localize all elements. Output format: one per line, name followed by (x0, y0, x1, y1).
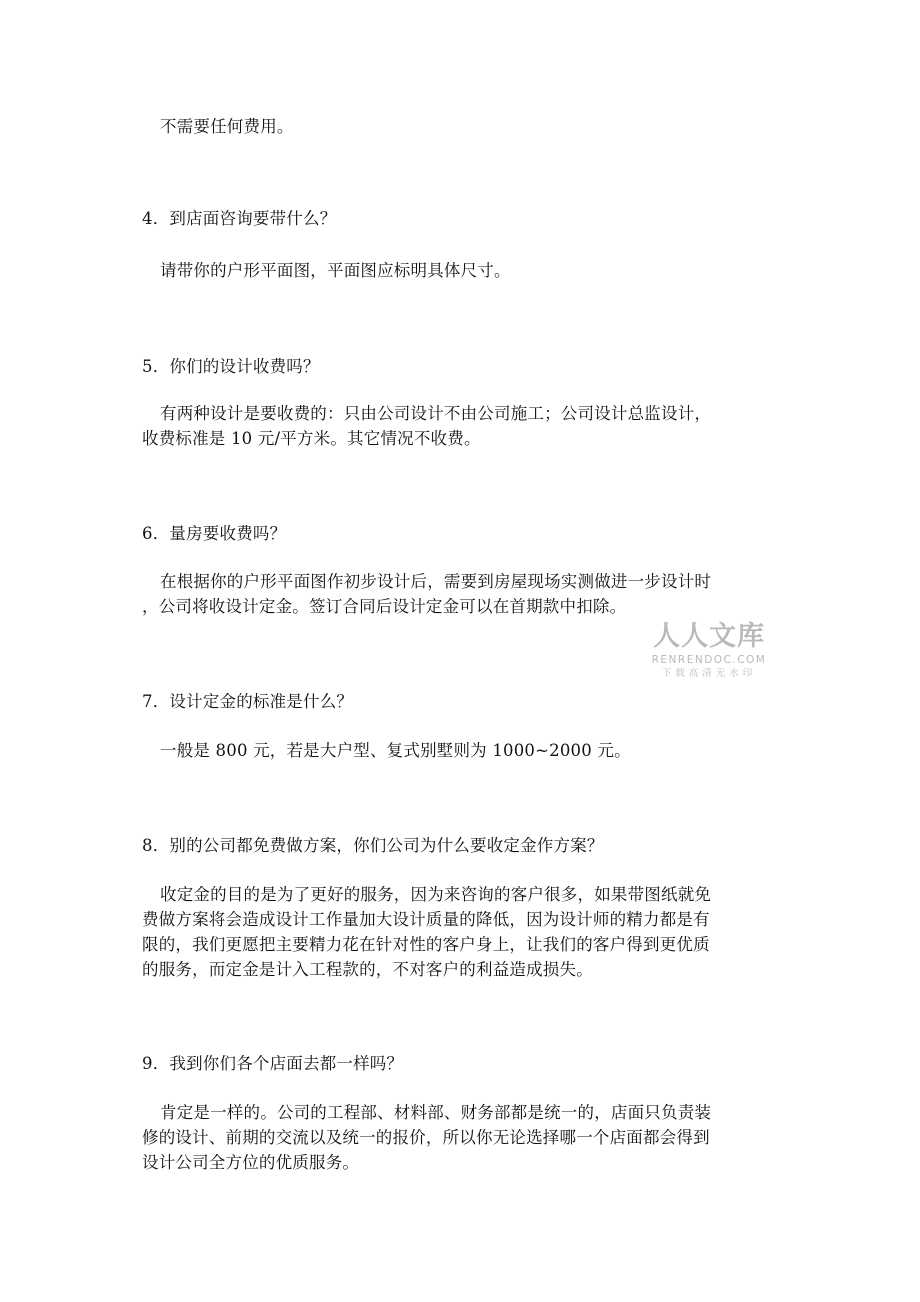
watermark-slogan: 下载高清无水印 (661, 668, 757, 679)
question-number: 9． (142, 1054, 170, 1073)
faq-question-5 (142, 356, 320, 378)
faq-question-7 (142, 691, 353, 713)
faq-answer-8-line-1: 收定金的目的是为了更好的服务，因为来咨询的客户很多，如果带图纸就免 (160, 885, 712, 904)
question-number: 7． (142, 692, 170, 711)
question-number: 4． (142, 209, 170, 228)
watermark-title: 人人文库 (653, 621, 765, 652)
renrendoc-watermark (646, 621, 772, 685)
question-number: 8． (142, 836, 170, 855)
faq-answer-8-line-2: 费做方案将会造成设计工作量加大设计质量的降低，因为设计师的精力都是有 (142, 910, 710, 929)
faq-answer-5-line-1: 有两种设计是要收费的：只由公司设计不由公司施工；公司设计总监设计， (160, 404, 712, 423)
faq-answer-5-line-2: 收费标准是 10 元/平方米。其它情况不收费。 (142, 429, 481, 448)
faq-answer-4-line-1: 请带你的户形平面图，平面图应标明具体尺寸。 (160, 261, 511, 280)
question-text: 量房要收费吗？ (169, 524, 287, 543)
faq-question-4 (142, 208, 336, 230)
question-text: 设计定金的标准是什么？ (169, 692, 354, 711)
question-text: 我到你们各个店面去都一样吗？ (169, 1054, 404, 1073)
faq-answer-6-line-1: 在根据你的户形平面图作初步设计后，需要到房屋现场实测做进一步设计时 (160, 572, 712, 591)
question-text: 你们的设计收费吗？ (169, 357, 320, 376)
faq-answer-9-line-2: 修的设计、前期的交流以及统一的报价，所以你无论选择哪一个店面都会得到 (142, 1128, 710, 1147)
question-text: 到店面咨询要带什么？ (169, 209, 337, 228)
intro-answer: 不需要任何费用。 (160, 117, 294, 136)
faq-answer-9-line-3: 设计公司全方位的优质服务。 (142, 1153, 360, 1172)
question-number: 6． (142, 524, 170, 543)
question-text: 别的公司都免费做方案，你们公司为什么要收定金作方案？ (169, 836, 604, 855)
faq-question-9 (142, 1053, 403, 1075)
watermark-site: RENRENDOC.COM (651, 654, 767, 666)
faq-question-6 (142, 523, 286, 545)
faq-answer-6-line-2: ，公司将收设计定金。签订合同后设计定金可以在首期款中扣除。 (142, 597, 627, 616)
question-number: 5． (142, 357, 170, 376)
faq-answer-8-line-3: 限的，我们更愿把主要精力花在针对性的客户身上，让我们的客户得到更优质 (142, 935, 710, 954)
faq-answer-7-line-1: 一般是 800 元，若是大户型、复式别墅则为 1000~2000 元。 (160, 741, 631, 760)
faq-answer-9-line-1: 肯定是一样的。公司的工程部、材料部、财务部都是统一的，店面只负责装 (160, 1103, 712, 1122)
faq-question-8 (142, 835, 604, 857)
faq-answer-8-line-4: 的服务，而定金是计入工程款的，不对客户的利益造成损失。 (142, 960, 593, 979)
